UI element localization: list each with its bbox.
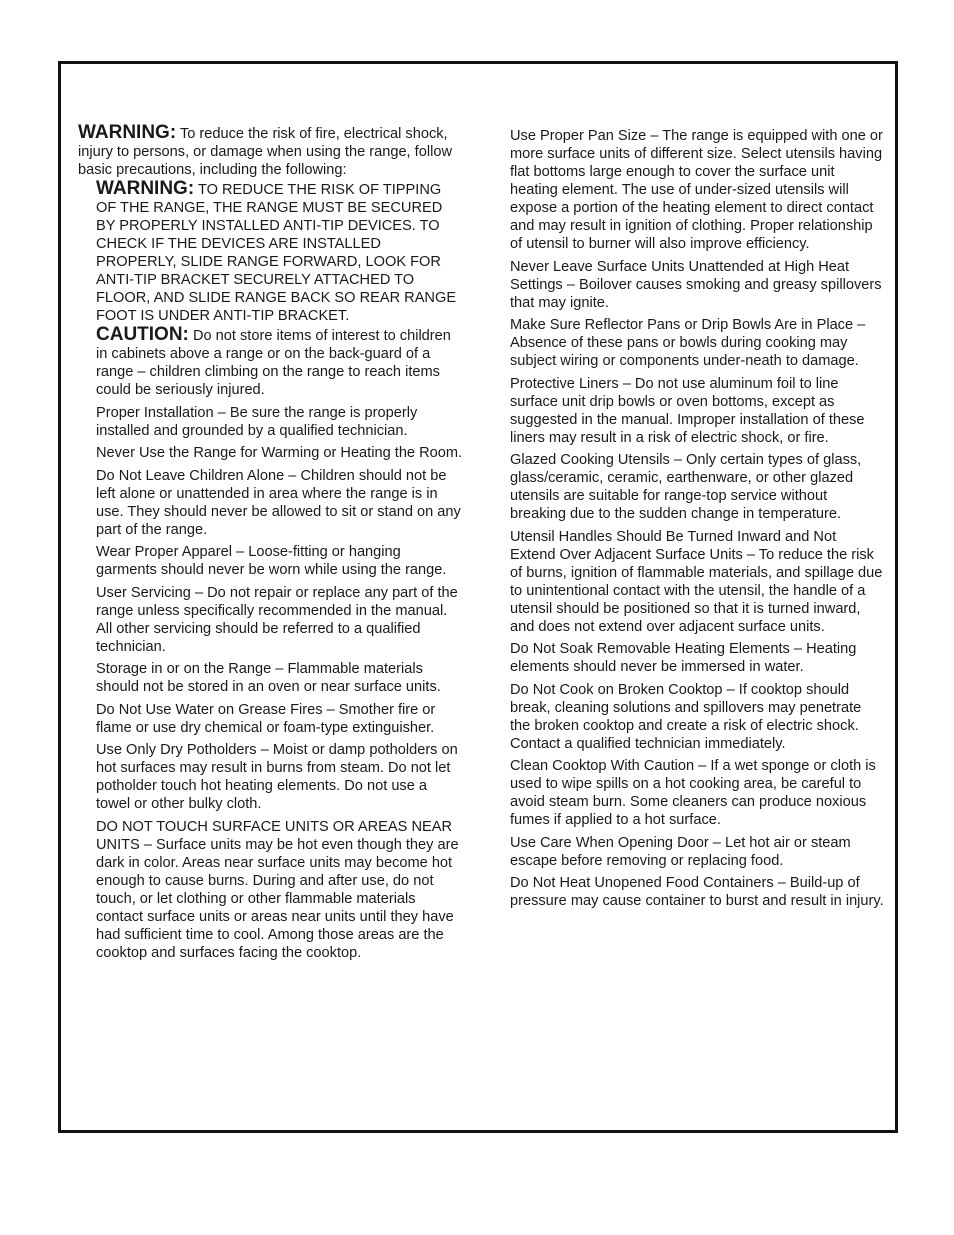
tip-warning-text: TO REDUCE THE RISK OF TIPPING OF THE RANGE, THE RANGE MUST BE SECURED BY PROPERLY INSTALLED ANTI-TIP DEVICES. TO CHECK IF THE DEVICES ARE INSTALLED PROPERLY, SLIDE RANGE FORWARD, LOOK FOR ANTI-TIP BRACKET SECURELY ATTACHED TO FLOOR, AND SLIDE RANGE BACK SO REAR RANGE FOOT IS UNDER ANTI-TIP BRACKET. bbox=[96, 182, 457, 324]
list-item: Do Not Heat Unopened Food Containers – Build-up of pressure may cause container to burst and result in injury. bbox=[510, 875, 884, 909]
list-item: User Servicing – Do not repair or replace any part of the range unless specifically recommended in the manual. All other servicing should be referred to a qualified technician. bbox=[96, 584, 458, 655]
list-item: Do Not Cook on Broken Cooktop – If cooktop should break, cleaning solutions and spillovers may penetrate the broken cooktop and create a risk of electric shock. Contact a qualified technician immediately. bbox=[510, 681, 862, 752]
warning-label: WARNING: bbox=[96, 178, 195, 199]
list-item: Storage in or on the Range – Flammable materials should not be stored in an oven or near surface units. bbox=[96, 661, 441, 695]
list-item: Proper Installation – Be sure the range is properly installed and grounded by a qualified technician. bbox=[96, 404, 418, 439]
list-item: Never Use the Range for Warming or Heating the Room. bbox=[96, 445, 463, 461]
list-item: Use Proper Pan Size – The range is equipped with one or more surface units of different size. Select utensils having flat bottoms large enough to cover the surface unit heating element. The use of under-sized utensils will expose a portion of the heating element to direct contact and may result in ignition of clothing. Proper relationship of utensil to burner will also improve efficiency. bbox=[510, 128, 883, 252]
list-item: DO NOT TOUCH SURFACE UNITS OR AREAS NEAR UNITS – Surface units may be hot even though they are dark in color. Areas near surface units may become hot enough to cause burns. During and after use, do not touch, or let clothing or other flammable materials contact surface units or areas near units until they have had sufficient time to cool. Among those areas are the cooktop and surfaces facing the cooktop. bbox=[96, 818, 459, 961]
caution-label: CAUTION: bbox=[96, 324, 189, 345]
caution-text: Do not store items of interest to children in cabinets above a range or on the back-guard of a range – children climbing on the range to reach items could be seriously injured. bbox=[96, 328, 451, 398]
intro-warning bbox=[78, 124, 464, 179]
safety-instructions-frame bbox=[58, 61, 898, 1133]
right-column bbox=[510, 127, 884, 915]
list-item: Clean Cooktop With Caution – If a wet sponge or cloth is used to wipe spills on a hot cooking area, be careful to avoid steam burn. Some cleaners can produce noxious fumes if applied to a hot surface. bbox=[510, 758, 876, 828]
list-item: Wear Proper Apparel – Loose-fitting or hanging garments should never be worn while using the range. bbox=[96, 544, 447, 578]
list-item: Do Not Soak Removable Heating Elements – Heating elements should never be immersed in water. bbox=[510, 641, 857, 675]
list-item: Use Care When Opening Door – Let hot air or steam escape before removing or replacing food. bbox=[510, 834, 851, 869]
list-item: Never Leave Surface Units Unattended at High Heat Settings – Boilover causes smoking and greasy spillovers that may ignite. bbox=[510, 258, 882, 311]
list-item: Protective Liners – Do not use aluminum foil to line surface unit drip bowls or oven bottoms, except as suggested in the manual. Improper installation of these liners may result in a risk of electric shock, or fire. bbox=[510, 375, 865, 446]
intro-warning-text: To reduce the risk of fire, electrical shock, injury to persons, or damage when using the range, follow basic precautions, including the following: bbox=[78, 126, 452, 178]
list-item: Use Only Dry Potholders – Moist or damp potholders on hot surfaces may result in burns from steam. Do not let potholder touch hot heating elements. Do not use a towel or other bulky cloth. bbox=[96, 742, 458, 812]
list-item: Glazed Cooking Utensils – Only certain types of glass, glass/ceramic, ceramic, earthenware, or other glazed utensils are suitable for range-top service without breaking due to the sudden change in temperature. bbox=[510, 452, 862, 522]
list-item: Do Not Leave Children Alone – Children should not be left alone or unattended in area where the range is in use. They should never be allowed to sit or stand on any part of the range. bbox=[96, 467, 461, 538]
list-item: Utensil Handles Should Be Turned Inward and Not Extend Over Adjacent Surface Units – To reduce the risk of burns, ignition of flammable materials, and spillage due to unintentional contact with the utensil, the handle of a utensil should be positioned so that it is turned inward, and does not extend over adjacent surface units. bbox=[510, 528, 883, 635]
caution-paragraph bbox=[96, 326, 464, 399]
list-item: Do Not Use Water on Grease Fires – Smother fire or flame or use dry chemical or foam-type extinguisher. bbox=[96, 701, 436, 736]
left-column bbox=[78, 124, 464, 966]
warning-label: WARNING: bbox=[78, 122, 177, 143]
list-item: Make Sure Reflector Pans or Drip Bowls Are in Place – Absence of these pans or bowls during cooking may subject wiring or components under-neath to damage. bbox=[510, 317, 866, 369]
tip-warning bbox=[96, 180, 464, 325]
